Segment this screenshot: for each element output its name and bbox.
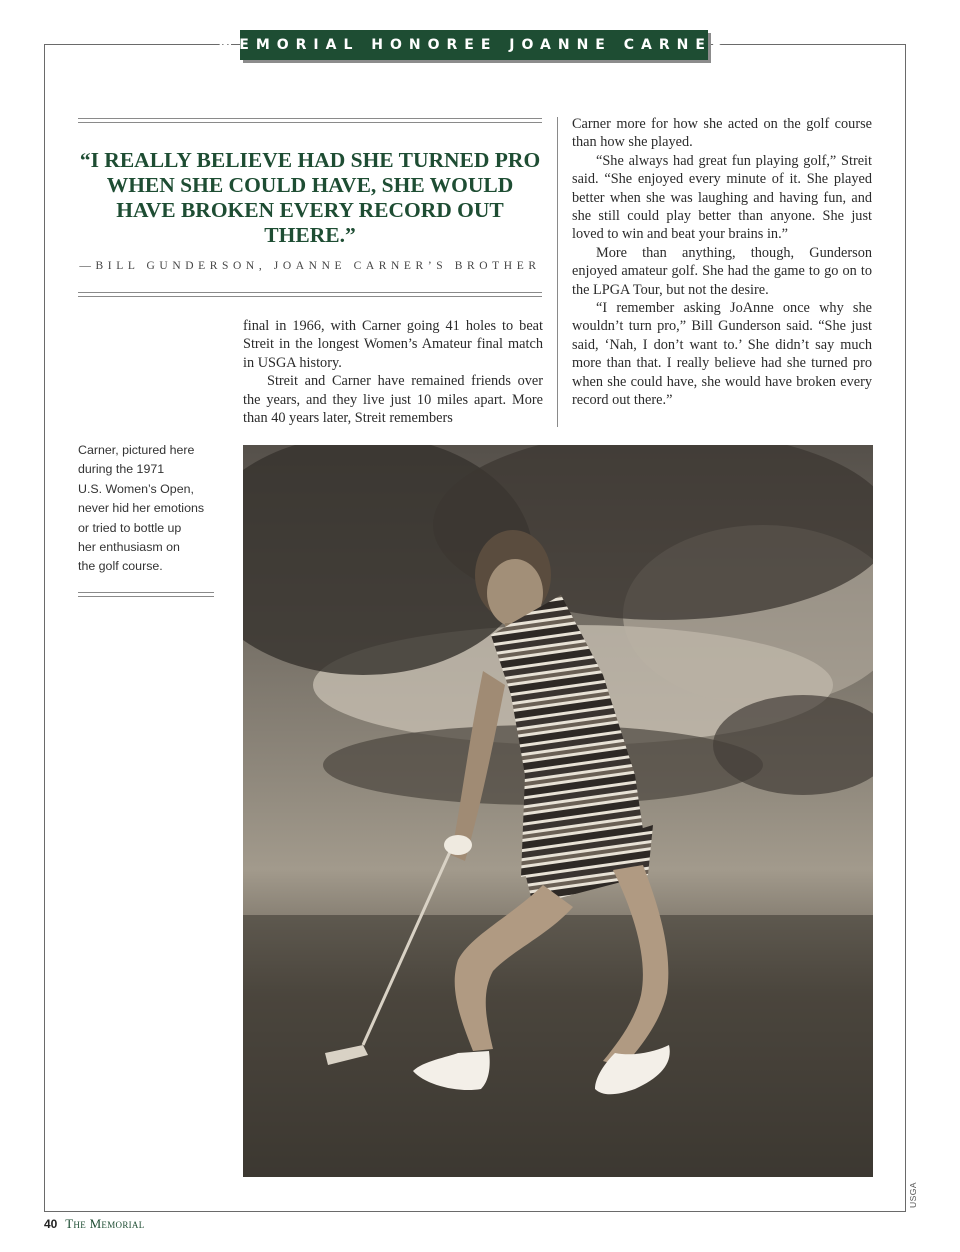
caption-rule	[78, 592, 214, 597]
paragraph: “She always had great fun playing golf,” Streit said. “She enjoyed every minute of it. She played better when she was laughing and having fun, and she still could play better than anyone. She just loved to win and beat your brains in.”	[572, 152, 872, 243]
pull-quote-attribution: —BILL GUNDERSON, JOANNE CARNER’S BROTHER	[79, 260, 541, 272]
photo-credit-text: USGA	[908, 1181, 918, 1208]
section-banner	[218, 30, 730, 60]
golfer-photo	[243, 445, 873, 1177]
paragraph: final in 1966, with Carner going 41 holes to beat Streit in the longest Women’s Amateur final match in USGA history.	[243, 318, 543, 371]
section-banner-text: MEMORIAL HONOREE JOANNE CARNER	[218, 37, 730, 53]
pull-quote	[78, 148, 542, 272]
magazine-name: The Memorial	[65, 1216, 145, 1231]
paragraph: “I remember asking JoAnne once why she wouldn’t turn pro,” Bill Gunderson said. “She just said, ‘Nah, I don’t want to.’ She didn’t say much more than that. I really believe had she turned pro when she could have, she would have broken every record out there.”	[572, 300, 872, 409]
page-number: 40	[44, 1217, 58, 1231]
pull-quote-text: “I REALLY BELIEVE HAD SHE TURNED PRO WHEN SHE COULD HAVE, SHE WOULD HAVE BROKEN EVERY RECORD OUT THERE.”	[79, 148, 541, 247]
article-column-right	[572, 115, 872, 410]
article-column-middle	[243, 317, 543, 427]
pullquote-top-rule	[78, 118, 542, 123]
column-divider	[557, 117, 558, 427]
photo-caption: Carner, pictured here during the 1971 U.S. Women’s Open, never hid her emotions or tried to bottle up her enthusiasm on the golf course.	[78, 443, 205, 574]
paragraph: Carner more for how she acted on the golf course than how she played.	[572, 116, 872, 151]
page-footer	[44, 1216, 145, 1232]
pullquote-bottom-rule	[78, 292, 542, 297]
photo-credit	[908, 1181, 920, 1208]
paragraph: Streit and Carner have remained friends over the years, and they live just 10 miles apart. More than 40 years later, Streit remembers	[243, 373, 543, 427]
paragraph: More than anything, though, Gunderson enjoyed amateur golf. She had the game to go on to the LPGA Tour, but not the desire.	[572, 244, 872, 298]
